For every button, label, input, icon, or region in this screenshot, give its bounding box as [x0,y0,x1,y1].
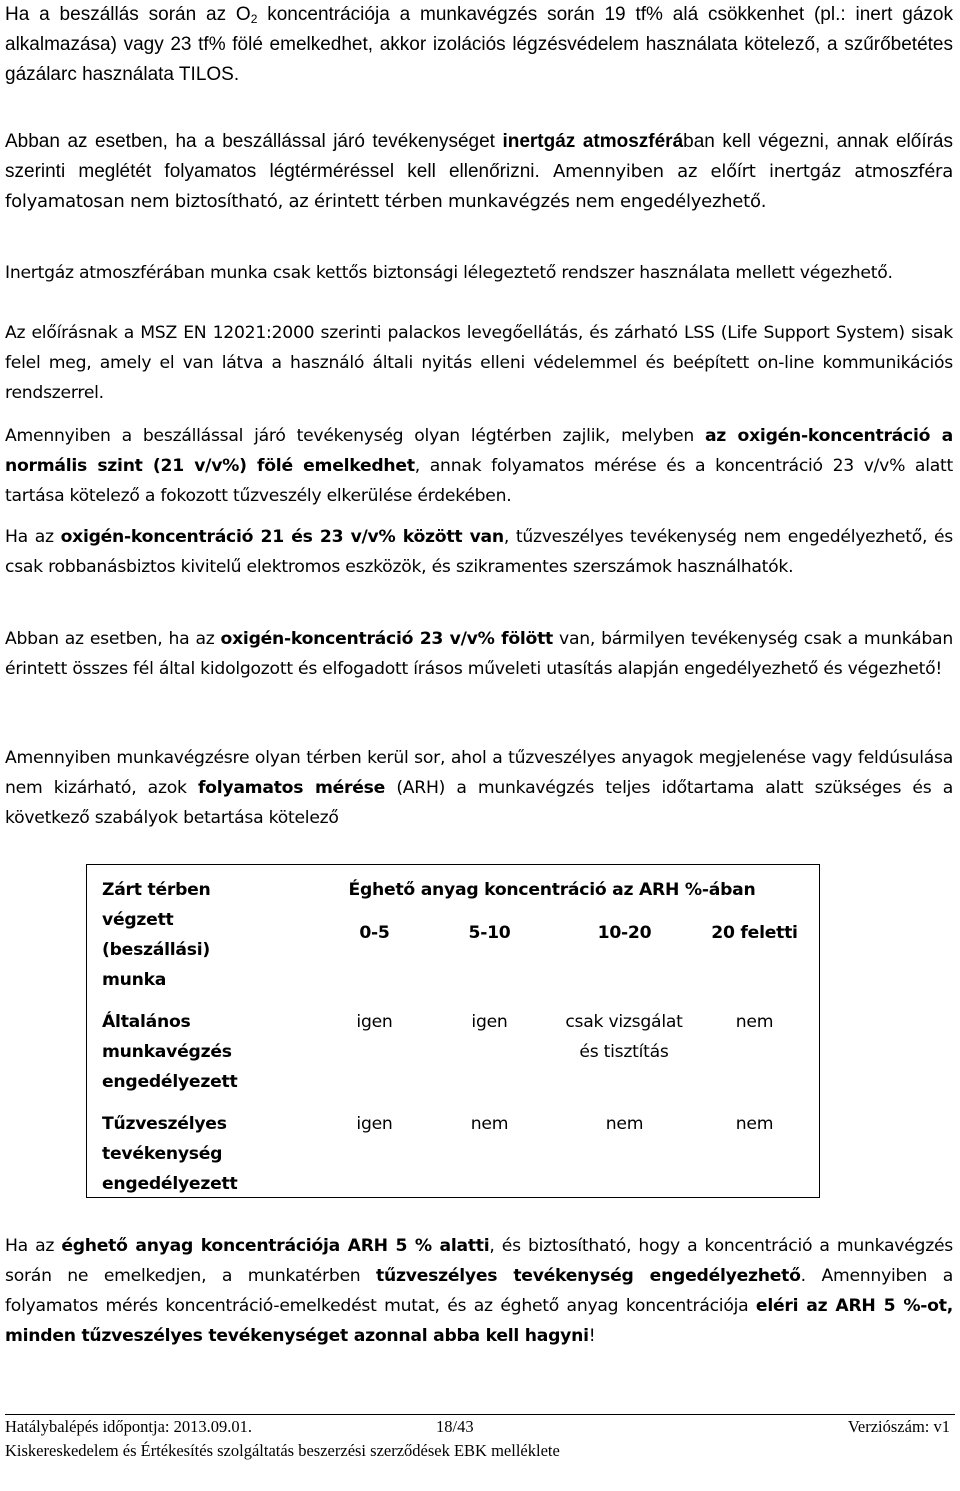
table-corner-header: Zárt térben végzett (beszállási) munka [102,880,211,990]
text-run: Abban az esetben, ha a beszállással járó tevékenységet [5,131,503,152]
text-run: , tűzveszélyes tevékenység nem engedélyezhető, és csak robbanásbiztos kivitelű elektromos eszközök, és szikramentes szerszámok használhatók. [5,527,953,577]
table-row-label: Tűzveszélyes tevékenység engedélyezett [102,1114,238,1194]
footer-row [5,1439,955,1463]
document-title: Kiskereskedelem és Értékesítés szolgáltatás beszerzési szerződések EBK melléklete [5,1441,560,1460]
text-run: Az előírásnak a MSZ EN 12021:2000 szerinti palackos levegőellátás, és zárható LSS (Life Support System) sisak felel meg, amely el van látva a használó általi nyitás elleni védelemmel és beépített on-line kommunikációs rendszerrel. [5,323,953,403]
page-footer [5,1414,955,1463]
paragraph-oxygen-above-23 [5,624,953,684]
table-column-header: 10-20 [597,923,652,943]
text-run: . [800,1266,806,1286]
table-column-header: 20 feletti [711,923,798,943]
bold-text: eléri az ARH 5 %-ot, minden tűzveszélyes tevékenységet azonnal abba kell hagyni [5,1296,953,1346]
text-run: , annak folyamatos mérése és a koncentráció 23 v/v% alatt tartása kötelező a fokozott tűzveszély elkerülése érdekében. [5,456,953,506]
text-run: Amennyiben az előírt inertgáz atmoszféra folyamatosan nem biztosítható, az érintett térben munkavégzés nem engedélyezhető. [5,161,953,212]
bold-text: éghető anyag koncentrációja ARH 5 % alatti [61,1236,490,1256]
table-cell: nem [605,1114,644,1134]
table-cell: nem [470,1114,509,1134]
table-cell: nem [735,1012,774,1032]
table-cell: igen [471,1012,508,1032]
text-run: Amennyiben a beszállással járó tevékenység olyan légtérben zajlik, melyben [5,426,705,446]
text-run: Ha az [5,527,61,547]
page-number: 18/43 [436,1417,474,1436]
text-run: , és biztosítható, hogy a koncentráció a munkavégzés során ne emelkedjen, a munkatérben [5,1236,953,1286]
paragraph-flammable-measurement [5,743,953,833]
paragraph-oxygen-21-23 [5,522,953,582]
text-run: Amennyiben munkavégzésre olyan térben kerül sor, ahol a tűzveszélyes anyagok megjelenése vagy feldúsulása nem kizárható, azok [5,748,953,798]
paragraph-double-breathing-system [5,258,953,288]
effective-date: Hatálybalépés időpontja: 2013.09.01. [5,1417,252,1436]
version-number: Verziószám: v1 [847,1417,950,1436]
subscript: 2 [250,12,258,26]
text-run: Amennyiben a folyamatos mérés koncentráció-emelkedést mutat, és az éghető anyag koncentrációja [5,1266,953,1316]
text-run: koncentrációja a munkavégzés során 19 tf% alá csökkenhet (pl.: inert gázok alkalmazása) vagy 23 tf% fölé emelkedhet, akkor izolációs légzésvédelem használata kötelező, a szűrőbetétes gázálarc használata TILOS. [5,4,953,85]
paragraph-oxygen-limits [5,0,953,90]
text-run: Abban az esetben, ha az [5,629,221,649]
footer-row [5,1415,955,1439]
table-cell: csak vizsgálat és tisztítás [565,1012,683,1062]
table-column-header: 0-5 [359,923,390,943]
bold-text: folyamatos mérése [197,778,386,798]
table-cell: igen [356,1114,393,1134]
bold-text: tűzveszélyes tevékenység engedélyezhető [376,1266,801,1286]
text-run: ! [588,1326,596,1346]
text-run: van, bármilyen tevékenység csak a munkában érintett összes fél által kidolgozott és elfogadott írásos műveleti utasítás alapján engedélyezhető és végezhető! [5,629,953,679]
text-run: ban kell végezni, annak előírás szerinti meglétét folyamatos légtérméréssel kell ellenőrizni. [5,131,953,182]
bold-text: oxigén-koncentráció 21 és 23 v/v% között van [60,527,504,547]
bold-text: inertgáz atmoszférá [502,131,684,152]
bold-text: oxigén-koncentráció 23 v/v% fölött [220,629,554,649]
table-cell: igen [356,1012,393,1032]
table-row-label: Általános munkavégzés engedélyezett [102,1012,238,1092]
paragraph-oxygen-rise [5,421,953,511]
paragraph-inert-gas-measurement [5,127,953,217]
text-run: Ha az [5,1236,62,1256]
paragraph-standard-requirement [5,318,953,408]
paragraph-below-5-percent [5,1231,953,1351]
bold-text: az oxigén-koncentráció a normális szint (21 v/v%) fölé emelkedhet [5,426,953,476]
text-run: Ha a beszállás során az O [5,4,251,25]
table-cell: nem [735,1114,774,1134]
concentration-table [86,864,820,1198]
table-group-header: Éghető anyag koncentráció az ARH %-ában [348,880,756,900]
table-column-header: 5-10 [468,923,511,943]
text-run: (ARH) a munkavégzés teljes időtartama alatt szükséges és a következő szabályok betartása kötelező [5,778,953,828]
text-run: Inertgáz atmoszférában munka csak kettős biztonsági lélegeztető rendszer használata mellett végezhető. [5,263,893,283]
